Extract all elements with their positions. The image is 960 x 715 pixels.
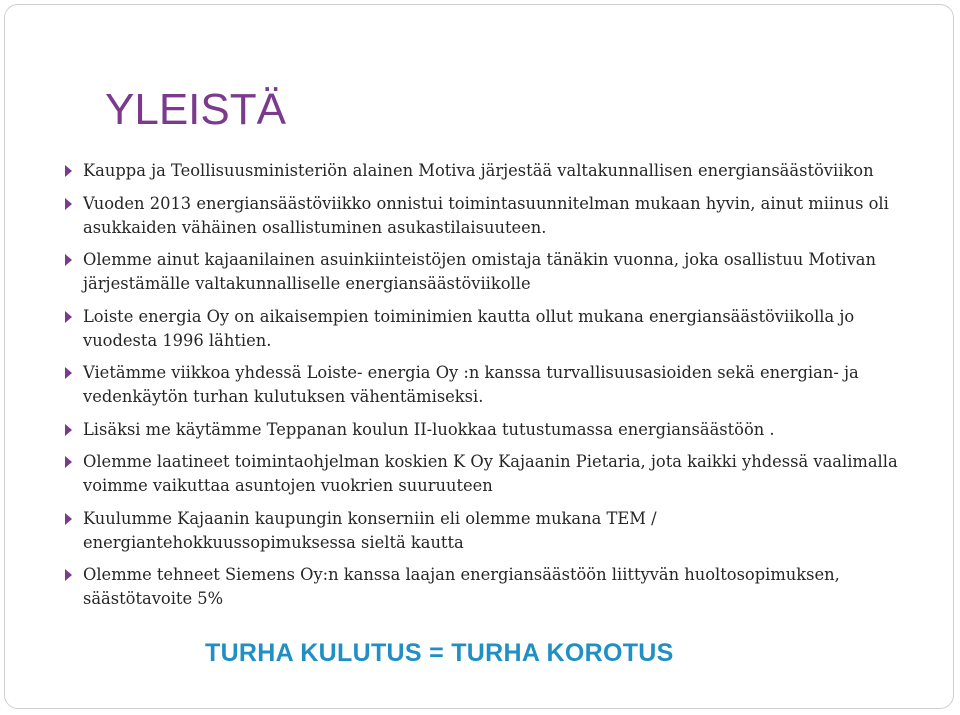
bullet-text: Olemme laatineet toimintaohjelman koskien K Oy Kajaanin Pietaria, jota kaikki yhdessä vaalimalla voimme vaikuttaa asuntojen vuokrien suuruuteen — [83, 452, 898, 495]
triangle-right-icon — [65, 513, 72, 525]
slogan-footer: TURHA KULUTUS = TURHA KOROTUS — [205, 639, 674, 667]
triangle-right-icon — [65, 456, 72, 468]
bullet-text: Kuulumme Kajaanin kaupungin konserniin eli olemme mukana TEM / energiantehokkuussopimuksessa sieltä kautta — [83, 508, 657, 552]
triangle-right-icon — [65, 254, 72, 266]
bullet-list — [65, 159, 925, 620]
bullet-text: Olemme ainut kajaanilainen asuinkiinteistöjen omistaja tänäkin vuonna, joka osallistuu Motivan järjestämälle valtakunnalliselle energiansäästöviikolle — [83, 250, 876, 293]
triangle-right-icon — [65, 569, 72, 581]
list-item — [65, 418, 925, 442]
bullet-text: Kauppa ja Teollisuusministeriön alainen Motiva järjestää valtakunnallisen energiansäästöviikon — [83, 161, 874, 180]
list-item — [65, 450, 925, 498]
triangle-right-icon — [65, 165, 72, 177]
slide-title: YLEISTÄ — [105, 85, 286, 134]
list-item — [65, 192, 925, 240]
slide — [4, 4, 954, 709]
list-item — [65, 159, 925, 183]
bullet-text: Olemme tehneet Siemens Oy:n kanssa laajan energiansäästöön liittyvän huoltosopimuksen, säästötavoite 5% — [83, 565, 840, 608]
list-item — [65, 248, 925, 296]
triangle-right-icon — [65, 424, 72, 436]
list-item — [65, 507, 925, 555]
list-item — [65, 305, 925, 353]
bullet-text: Lisäksi me käytämme Teppanan koulun II-luokkaa tutustumassa energiansäästöön . — [83, 419, 775, 439]
triangle-right-icon — [65, 198, 72, 210]
list-item — [65, 563, 925, 611]
list-item — [65, 361, 925, 409]
bullet-text: Vuoden 2013 energiansäästöviikko onnistui toimintasuunnitelman mukaan hyvin, ainut miinus oli asukkaiden vähäinen osallistuminen asukastilaisuuteen. — [83, 193, 889, 237]
bullet-text: Loiste energia Oy on aikaisempien toiminimien kautta ollut mukana energiansäästöviikolla jo vuodesta 1996 lähtien. — [83, 306, 855, 350]
bullet-text: Vietämme viikkoa yhdessä Loiste- energia Oy :n kanssa turvallisuusasioiden sekä energian- ja vedenkäytön turhan kulutuksen vähentämiseksi. — [83, 363, 859, 406]
triangle-right-icon — [65, 311, 72, 323]
triangle-right-icon — [65, 367, 72, 379]
